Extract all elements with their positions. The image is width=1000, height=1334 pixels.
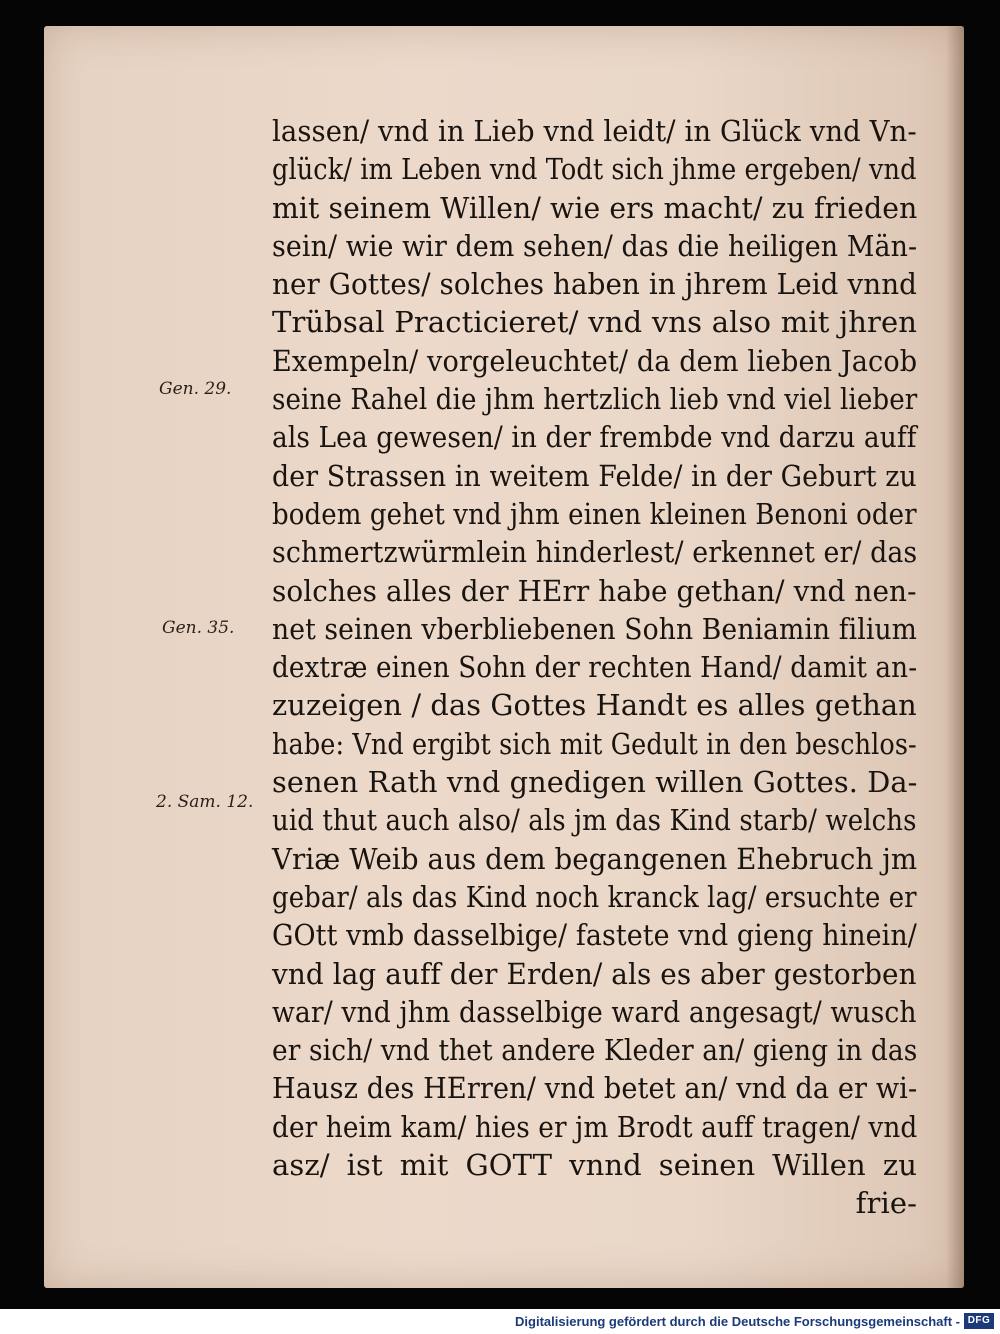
margin-note-gen29: Gen. 29.	[159, 379, 232, 399]
catchword: frie-	[855, 1186, 917, 1221]
text-line: dextræ einen Sohn der rechten Hand/ damit an-	[272, 650, 918, 685]
text-line: mit seinem Willen/ wie ers macht/ zu frieden	[272, 190, 918, 225]
text-line: lassen/ vnd in Lieb vnd leidt/ in Glück vnd Vn-	[272, 114, 917, 148]
text-line: Vriæ Weib aus dem begangenen Ehebruch jm	[272, 841, 918, 876]
text-line: sein/ wie wir dem sehen/ das die heiligen Män-	[272, 228, 918, 263]
text-line: Exempeln/ vorgeleuchtet/ da dem lieben Jacob	[272, 343, 918, 378]
text-line: seine Rahel die jhm hertzlich lieb vnd viel lieber	[272, 382, 918, 417]
text-line: war/ vnd jhm dasselbige ward angesagt/ wusch	[272, 994, 917, 1029]
text-line: net seinen vberbliebenen Sohn Beniamin filium	[272, 611, 917, 646]
text-line: der Strassen in weitem Felde/ in der Geburt zu	[272, 458, 917, 493]
text-line: vnd lag auff der Erden/ als es aber gestorben	[272, 956, 917, 991]
text-line: zuzeigen / das Gottes Handt es alles gethan	[272, 688, 917, 723]
page-edge-shadow	[946, 26, 964, 1288]
text-line: asz/ ist mit GOTT vnnd seinen Willen zu	[272, 1148, 917, 1183]
text-line: schmertzwürmlein hinderlest/ erkennet er/ das	[272, 535, 918, 570]
body-text	[272, 112, 917, 1223]
dfg-logo: DFG	[964, 1313, 994, 1329]
text-line: solches alles der HErr habe gethan/ vnd nen-	[272, 573, 917, 608]
book-page	[44, 26, 964, 1288]
text-line: Hausz des HErren/ vnd betet an/ vnd da er wi-	[272, 1071, 918, 1106]
text-line: der heim kam/ hies er jm Brodt auff tragen/ vnd	[272, 1109, 918, 1144]
text-line: gebar/ als das Kind noch kranck lag/ ersuchte er	[272, 879, 917, 914]
text-line: Trübsal Practicieret/ vnd vns also mit jhren	[272, 305, 917, 340]
margin-note-gen35: Gen. 35.	[162, 618, 235, 638]
text-line: bodem gehet vnd jhm einen kleinen Benoni oder	[272, 496, 917, 531]
text-line: er sich/ vnd thet andere Kleder an/ gieng in das	[272, 1033, 918, 1068]
footer-bar	[0, 1309, 1000, 1334]
text-line: GOtt vmb dasselbige/ fastete vnd gieng hinein/	[272, 918, 917, 953]
text-line: senen Rath vnd gnedigen willen Gottes. Da-	[272, 765, 918, 800]
text-line: uid thut auch also/ als jm das Kind starb/ welchs	[272, 803, 917, 838]
text-line: glück/ im Leben vnd Todt sich jhme ergeben/ vnd	[272, 152, 917, 187]
margin-note-sam12: 2. Sam. 12.	[156, 792, 254, 812]
text-line: als Lea gewesen/ in der frembde vnd darzu auff	[272, 420, 917, 455]
text-line: habe: Vnd ergibt sich mit Gedult in den beschlos-	[272, 726, 917, 761]
text-line: ner Gottes/ solches haben in jhrem Leid vnnd	[272, 267, 918, 302]
funding-credit: Digitalisierung gefördert durch die Deutsche Forschungsgemeinschaft -	[515, 1314, 960, 1329]
